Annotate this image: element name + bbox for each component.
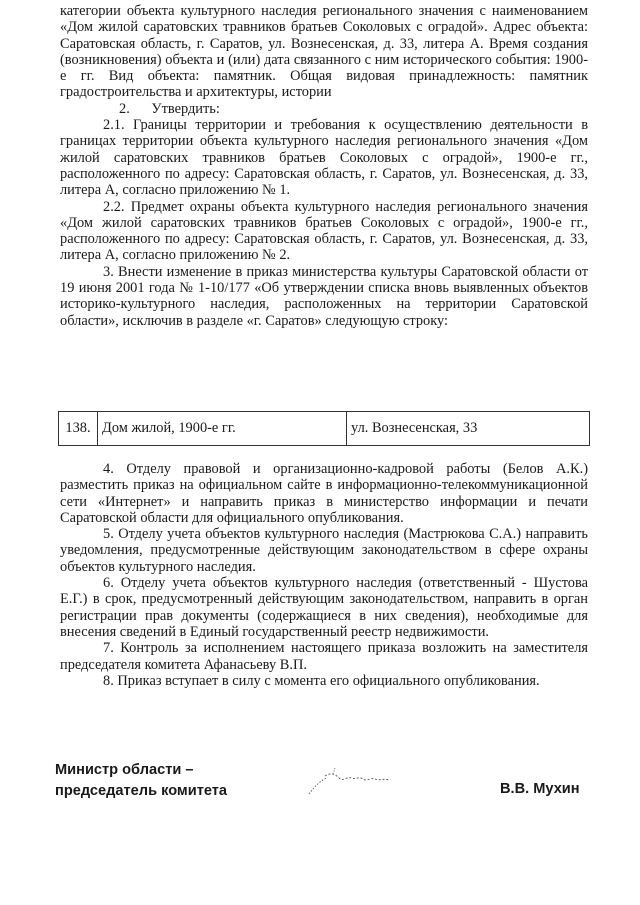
excluded-row-table (58, 411, 590, 446)
paragraph-item-2: 2. Утвердить: (119, 100, 220, 117)
body-text-top (60, 3, 588, 329)
paragraph-item-8: 8. Приказ вступает в силу с момента его официального опубликования. (103, 672, 540, 689)
signer-name: В.В. Мухин (500, 781, 580, 797)
row-number-cell: 138. (59, 412, 98, 446)
paragraph-item-2-2: 2.2. Предмет охраны объекта культурного наследия регионального значения «Дом жилой саратовских травников братьев Соколовых с оградой», 1900-е гг., расположенного по адресу: Саратовская область, г. Саратов, ул. Вознесенская, д. 33, литера А, согласно приложению № 2. (60, 198, 588, 264)
handwritten-signature (305, 764, 397, 800)
paragraph-item-4: 4. Отделу правовой и организационно-кадровой работы (Белов А.К.) разместить приказ на официальном сайте в информационно-телекоммуникационной сети «Интернет» и направить приказ в министерство информации и печати Саратовской области для официального опубликования. (60, 461, 588, 526)
body-text-bottom (60, 461, 588, 689)
object-name-cell: Дом жилой, 1900-е гг. (98, 412, 347, 446)
paragraph-item-2-1: 2.1. Границы территории и требования к осуществлению деятельности в границах территории объекта культурного наследия регионального значения «Дом жилой саратовских травников братьев Соколовых с оградой», 1900-е гг., расположенного по адресу: Саратовская область, г. Саратов, ул. Вознесенская, д. 33, литера А, согласно приложению № 1. (60, 117, 588, 199)
table-row (59, 412, 590, 446)
paragraph-item-3: 3. Внести изменение в приказ министерства культуры Саратовской области от 19 июня 2001 года № 1-10/177 «Об утверждении списка вновь выявленных объектов историко-культурного наследия, расположенных на территории Саратовской области», исключив в разделе «г. Саратов» следующую строку: (60, 263, 588, 329)
object-address-cell: ул. Вознесенская, 33 (347, 412, 590, 446)
paragraph-item-5: 5. Отделу учета объектов культурного наследия (Мастрюкова С.А.) направить уведомления, предусмотренные действующим законодательством в сфере охраны объектов культурного наследия. (60, 526, 588, 575)
signatory-title-line2: председатель комитета (55, 783, 228, 799)
signatory-title (55, 760, 227, 802)
signatory-title-line1: Министр области – (55, 762, 194, 778)
paragraph-object-category: категории объекта культурного наследия регионального значения с наименованием «Дом жилой саратовских травников братьев Соколовых с оградой». Адрес объекта: Саратовская область, г. Саратов, ул. Вознесенская, д. 33, литера А. Время создания (возникновения) объекта и (или) дата связанного с ним исторического события: 1900-е гг. Вид объекта: памятник. Общая видовая принадлежность: памятник градостроительства и архитектуры, истории (60, 3, 588, 101)
paragraph-item-7: 7. Контроль за исполнением настоящего приказа возложить на заместителя председателя комитета Афанасьеву В.П. (60, 640, 588, 673)
paragraph-item-6: 6. Отделу учета объектов культурного наследия (ответственный - Шустова Е.Г.) в срок, предусмотренный действующим законодательством, направить в орган регистрации прав документы (содержащиеся в них сведения), необходимые для внесения сведений в Единый государственный реестр недвижимости. (60, 575, 588, 640)
